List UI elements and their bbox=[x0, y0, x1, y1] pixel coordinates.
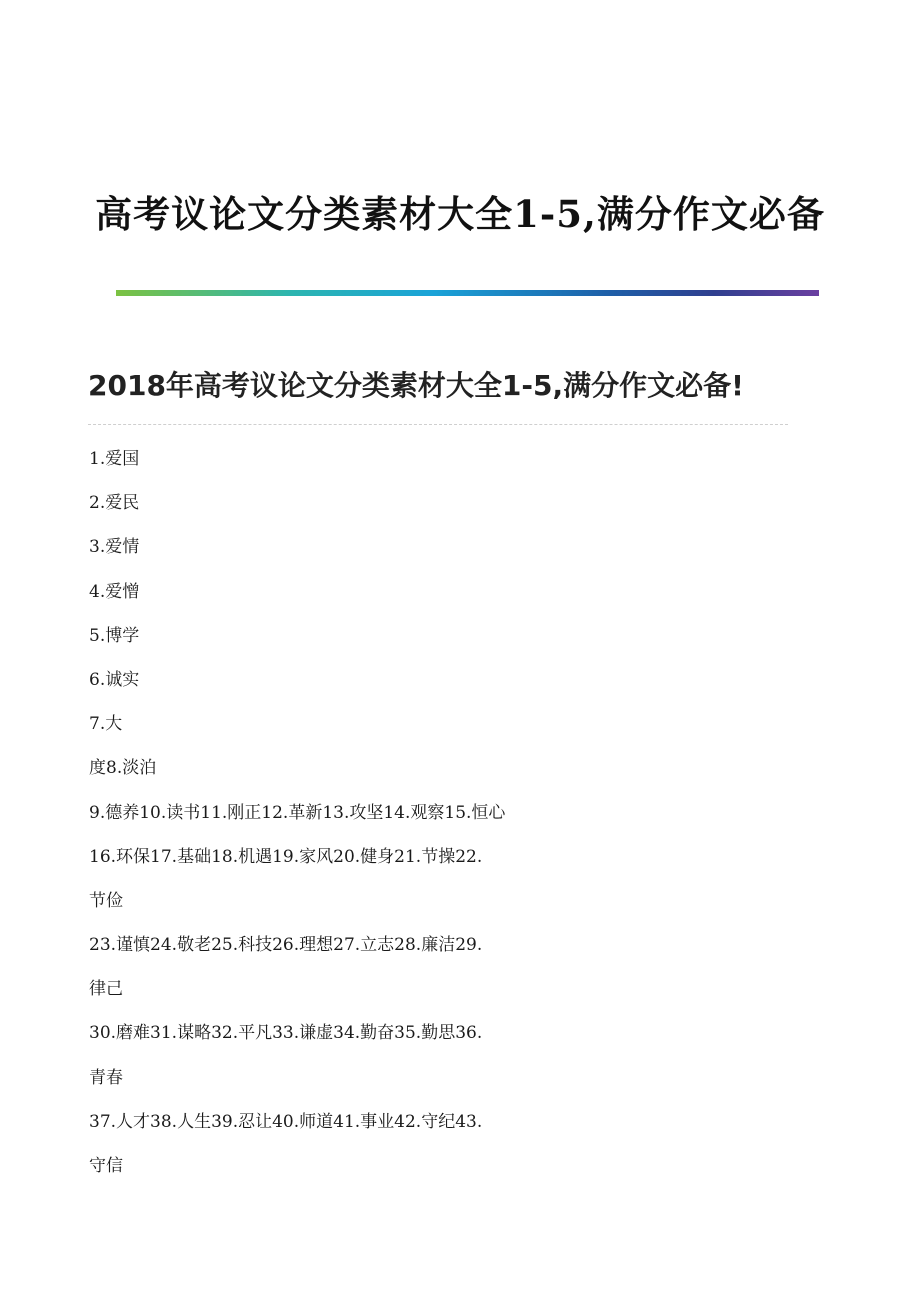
list-item: 青春 bbox=[89, 1067, 123, 1088]
list-item: 5.博学 bbox=[89, 625, 140, 646]
list-item: 7.大 bbox=[89, 714, 123, 735]
article-subtitle: 2018年高考议论文分类素材大全1-5,满分作文必备! bbox=[88, 369, 744, 402]
list-item: 守信 bbox=[89, 1156, 123, 1176]
list-item: 4.爱憎 bbox=[89, 581, 140, 602]
list-item: 1.爱国 bbox=[89, 449, 140, 469]
list-item: 节俭 bbox=[89, 890, 123, 911]
list-item: 9.德养10.读书11.刚正12.革新13.攻坚14.观察15.恒心 bbox=[89, 802, 506, 823]
list-item: 2.爱民 bbox=[89, 493, 140, 514]
list-item: 37.人才38.人生39.忍让40.师道41.事业42.守纪43. bbox=[89, 1111, 483, 1132]
gradient-divider bbox=[116, 290, 819, 296]
list-item: 律己 bbox=[89, 979, 123, 1000]
list-item: 30.磨难31.谋略32.平凡33.谦虚34.勤奋35.勤思36. bbox=[89, 1023, 483, 1044]
page-title: 高考议论文分类素材大全1-5,满分作文必备 bbox=[95, 192, 825, 236]
list-item: 6.诚实 bbox=[89, 669, 140, 690]
list-item: 3.爱情 bbox=[89, 537, 140, 558]
dashed-divider bbox=[88, 424, 788, 425]
list-item: 度8.淡泊 bbox=[89, 758, 157, 779]
list-item: 16.环保17.基础18.机遇19.家风20.健身21.节操22. bbox=[89, 846, 483, 867]
topic-list bbox=[89, 446, 505, 1197]
list-item: 23.谨慎24.敬老25.科技26.理想27.立志28.廉洁29. bbox=[89, 935, 483, 956]
